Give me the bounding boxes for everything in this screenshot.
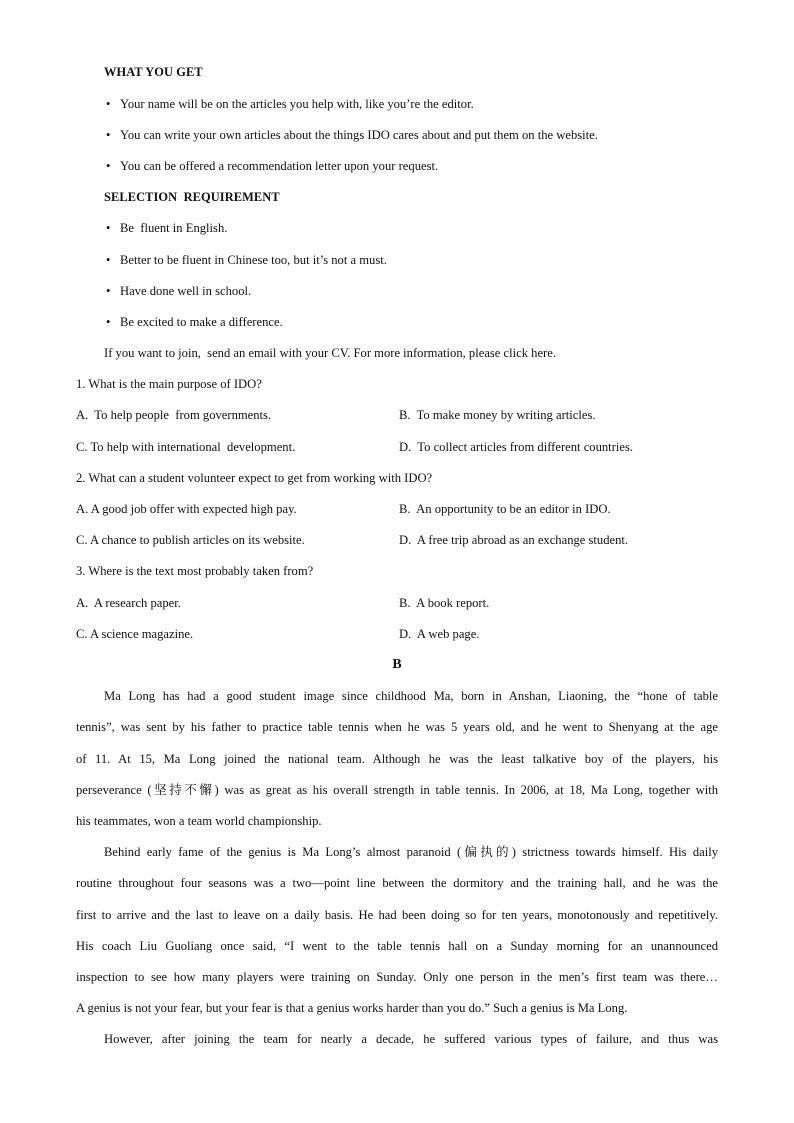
answer-option-b: B. A book report. <box>399 596 490 610</box>
answer-option-b: B. To make money by writing articles. <box>399 408 596 422</box>
bullet-icon: • <box>106 97 111 111</box>
list-item <box>106 283 251 299</box>
passage-line: his teammates, won a team world championship. <box>76 814 322 828</box>
bullet-icon: • <box>106 128 111 142</box>
passage-line: Ma Long has had a good student image since childhood Ma, born in Anshan, Liaoning, the “hone of table <box>104 689 718 703</box>
passage-line: of 11. At 15, Ma Long joined the national team. Although he was the least talkative boy of the players, his <box>76 752 718 766</box>
list-item <box>106 96 474 112</box>
answer-option-c: C. A science magazine. <box>76 627 194 641</box>
answer-option-d: D. A web page. <box>399 627 480 641</box>
list-item <box>106 158 438 174</box>
list-item-text: Your name will be on the articles you help with, like you’re the editor. <box>120 97 474 111</box>
bullet-icon: • <box>106 284 111 298</box>
passage-line: routine throughout four seasons was a two—point line between the dormitory and the training hall, and he was the <box>76 876 718 890</box>
passage-line: However, after joining the team for nearly a decade, he suffered various types of failure, and thus was <box>104 1032 718 1046</box>
list-item-text: Be fluent in English. <box>120 221 228 235</box>
question-text: 1. What is the main purpose of IDO? <box>76 377 262 391</box>
answer-option-a: A. A good job offer with expected high pay. <box>76 502 297 516</box>
list-item <box>106 220 227 236</box>
passage-line: tennis”, was sent by his father to practice table tennis when he was 5 years old, and he went to Shenyang at the age <box>76 720 718 734</box>
list-item-text: Have done well in school. <box>120 284 252 298</box>
question-text: 3. Where is the text most probably taken from? <box>76 564 314 578</box>
join-instructions: If you want to join, send an email with your CV. For more information, please click here. <box>104 346 556 360</box>
list-item <box>106 252 387 268</box>
list-item-text: You can write your own articles about the things IDO cares about and put them on the website. <box>120 128 598 142</box>
answer-option-a: A. To help people from governments. <box>76 408 272 422</box>
bullet-icon: • <box>106 159 111 173</box>
answer-option-d: D. A free trip abroad as an exchange student. <box>399 533 629 547</box>
passage-line: inspection to see how many players were training on Sunday. Only one person in the men’s first team was there… <box>76 970 718 984</box>
answer-option-c: C. To help with international development. <box>76 440 296 454</box>
answer-option-a: A. A research paper. <box>76 596 181 610</box>
list-item <box>106 127 598 143</box>
section-heading-selection-requirement: SELECTION REQUIREMENT <box>104 190 280 204</box>
section-label-b: B <box>392 657 402 672</box>
answer-option-d: D. To collect articles from different countries. <box>399 440 634 454</box>
answer-option-b: B. An opportunity to be an editor in IDO. <box>399 502 611 516</box>
passage-line: Behind early fame of the genius is Ma Long’s almost paranoid (偏执的) strictness towards himself. His daily <box>104 845 718 859</box>
question-text: 2. What can a student volunteer expect to get from working with IDO? <box>76 471 433 485</box>
answer-option-c: C. A chance to publish articles on its website. <box>76 533 305 547</box>
passage-line: perseverance (坚持不懈) was as great as his overall strength in table tennis. In 2006, at 18, Ma Long, together with <box>76 783 718 797</box>
bullet-icon: • <box>106 315 111 329</box>
passage-line: A genius is not your fear, but your fear is that a genius works harder than you do.” Such a genius is Ma Long. <box>76 1001 628 1015</box>
section-heading-what-you-get: WHAT YOU GET <box>104 65 203 79</box>
list-item-text: Be excited to make a difference. <box>120 315 283 329</box>
list-item <box>106 314 283 330</box>
bullet-icon: • <box>106 253 111 267</box>
bullet-icon: • <box>106 221 111 235</box>
passage-line: His coach Liu Guoliang once said, “I went to the table tennis hall on a Sunday morning for an unannounced <box>76 939 718 953</box>
passage-line: first to arrive and the last to leave on a daily basis. He had been doing so for ten years, monotonously and repetitively. <box>76 908 718 922</box>
list-item-text: Better to be fluent in Chinese too, but it’s not a must. <box>120 253 387 267</box>
list-item-text: You can be offered a recommendation letter upon your request. <box>120 159 439 173</box>
